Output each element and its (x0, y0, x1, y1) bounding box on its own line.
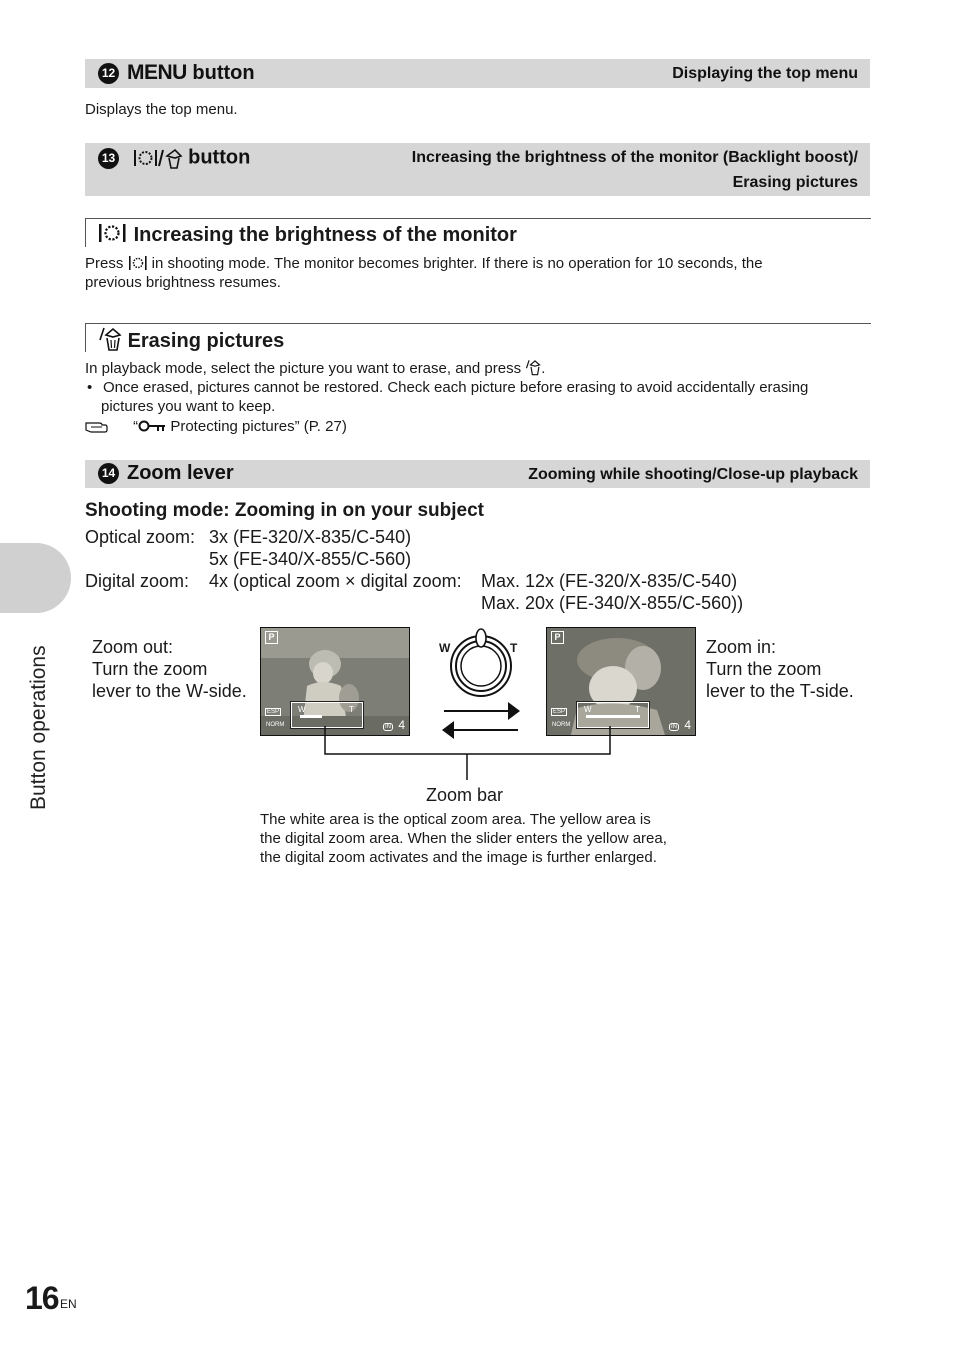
erase-body: In playback mode, select the picture you want to erase, and press . (85, 360, 546, 377)
shots-remaining-zoomed: 4 (684, 718, 691, 732)
program-mode-icon: P (265, 631, 278, 644)
norm-icon-zoomed: NORM (552, 722, 571, 728)
erase-reference: “ Protecting pictures” (P. 27) (85, 417, 347, 436)
erase-subheading (85, 323, 871, 352)
backlight-icon (98, 221, 128, 245)
section-menu-header (85, 59, 870, 88)
menu-description: Displays the top menu. (85, 101, 238, 118)
zoom-bar-caption: The white area is the optical zoom area. The yellow area is the digital zoom area. When the slider enters the yellow area, the digital zoom activates and the image is further enlarged. (260, 811, 667, 866)
side-tab-label: Button operations (27, 645, 50, 810)
brightness-heading: Increasing the brightness of the monitor (98, 221, 517, 247)
trash-erase-icon (98, 326, 122, 352)
zoom-out-text: Zoom out: Turn the zoom lever to the W-side. (92, 637, 247, 701)
lever-w-label: W (439, 641, 451, 655)
digital-zoom-max-1: Max. 12x (FE-320/X-835/C-540) (481, 571, 738, 591)
screen-zoomed-out (260, 627, 410, 736)
section-zoom-subtitle: Zooming while shooting/Close-up playback (528, 466, 858, 483)
section-menu-title: 12 MENU button (98, 61, 255, 85)
section-brightness-erase-title: 13 button (98, 146, 250, 170)
zoom-bar-track (300, 715, 322, 718)
section-number-12: 12 (98, 63, 119, 84)
section-menu-subtitle: Displaying the top menu (672, 65, 858, 82)
zoom-bar-tele: W T (577, 702, 649, 728)
memory-icon-zoomed: IN (671, 724, 677, 730)
screen-setting-icon: ESP (267, 709, 280, 715)
memory-icon: IN (385, 724, 391, 730)
digital-zoom-label: Digital zoom: (85, 571, 190, 591)
zoom-in-text: Zoom in: Turn the zoom lever to the T-side. (706, 637, 854, 701)
backlight-erase-icon (133, 146, 183, 170)
zoom-bar-label: Zoom bar (426, 785, 504, 805)
page-language: EN (60, 1297, 77, 1311)
program-mode-icon-zoomed: P (551, 631, 564, 644)
optical-zoom-label: Optical zoom: (85, 527, 196, 547)
zoom-lever-diagram (436, 622, 526, 742)
shots-remaining: 4 (398, 718, 405, 732)
section-number-13: 13 (98, 148, 119, 169)
zoom-lever-icon (436, 622, 526, 742)
section-zoom-header (85, 460, 870, 488)
norm-icon: NORM (266, 722, 285, 728)
screen-zoomed-in (546, 627, 696, 736)
erase-heading: Erasing pictures (98, 326, 284, 353)
screen-setting-icon-zoomed: ESP (553, 709, 566, 715)
digital-zoom-max-2: Max. 20x (FE-340/X-855/C-560)) (481, 593, 744, 613)
zoom-bar-bracket (320, 726, 616, 782)
protect-key-icon (138, 419, 166, 433)
section-number-14: 14 (98, 463, 119, 484)
section-brightness-erase-header (85, 143, 870, 196)
zoom-bar-wide: W T (291, 702, 363, 728)
side-tab-marker (0, 543, 71, 613)
section-brightness-erase-subtitle-2: Erasing pictures (732, 174, 858, 191)
section-zoom-title: 14 Zoom lever (98, 462, 234, 485)
backlight-inline-icon (128, 255, 148, 271)
optical-zoom-value-2: 5x (FE-340/X-855/C-560) (209, 549, 412, 569)
brightness-body: Press in shooting mode. The monitor becomes brighter. If there is no operation for 10 seconds, the previous brightness resumes. (85, 255, 763, 291)
erase-bullet: • Once erased, pictures cannot be restored. Check each picture before erasing to avoid accidentally erasing pictures you want to keep. (87, 379, 809, 415)
brightness-subheading (85, 218, 871, 247)
digital-zoom-value: 4x (optical zoom × digital zoom: (209, 571, 462, 591)
page-number: 16 (25, 1280, 59, 1316)
optical-zoom-value-1: 3x (FE-320/X-835/C-540) (209, 527, 412, 547)
reference-hand-icon (85, 418, 115, 434)
zoom-subheading: Shooting mode: Zooming in on your subject (85, 500, 484, 521)
bullet-dot: • (87, 379, 93, 396)
zoom-bar-track-full (586, 715, 640, 718)
section-brightness-erase-subtitle-1: Increasing the brightness of the monitor (Backlight boost)/ (411, 149, 858, 166)
lever-t-label: T (510, 641, 518, 655)
trash-inline-icon (525, 359, 541, 376)
